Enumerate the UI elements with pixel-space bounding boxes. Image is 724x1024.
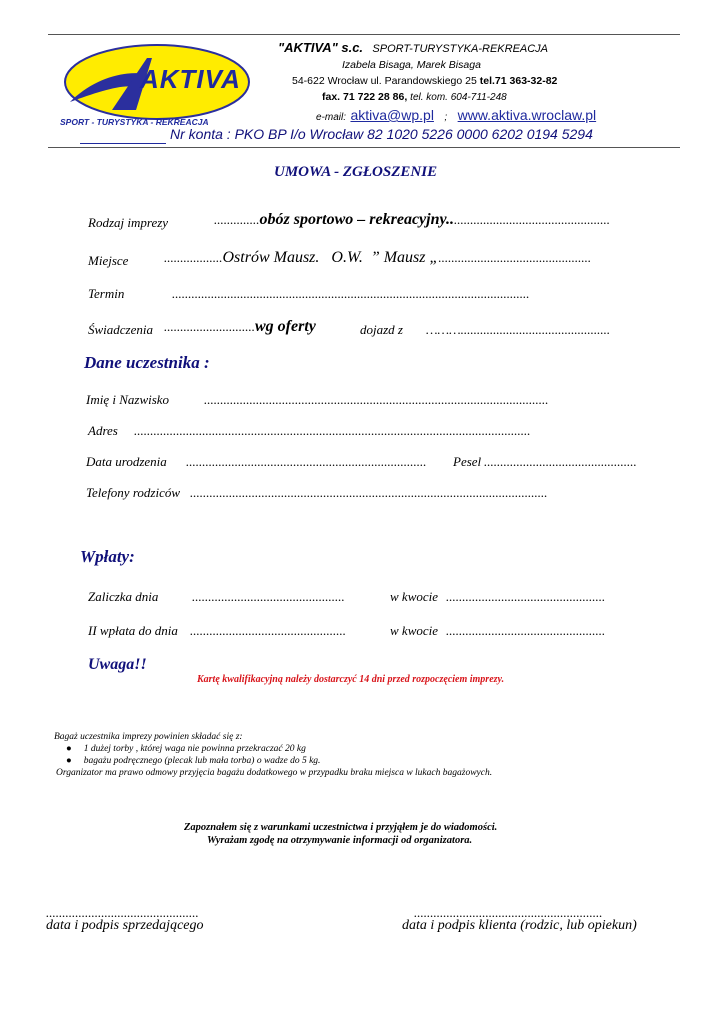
company-tagline: SPORT-TURYSTYKA-REKREACJA — [372, 43, 549, 55]
deposit-date-label: Zaliczka dnia — [88, 589, 159, 604]
place-dots-after: ............................................... — [438, 250, 592, 265]
event-type-label: Rodzaj imprezy — [88, 215, 169, 230]
address-label: Adres — [88, 423, 118, 438]
company-owners: Izabela Bisaga, Marek Bisaga — [342, 59, 481, 71]
place-field[interactable] — [164, 249, 591, 267]
event-type-dots-before: .............. — [214, 212, 260, 227]
name-label: Imię i Nazwisko — [86, 392, 170, 407]
luggage-item-text: 1 dużej torby , której waga nie powinna przekraczać 20 kg — [83, 744, 306, 754]
event-type-dots-after: ................................................ — [454, 212, 611, 227]
client-signature-label: data i podpis klienta (rodzic, lub opiekun) — [402, 918, 637, 933]
place-dots-before: .................. — [164, 250, 223, 265]
contact-separator: ; — [444, 112, 448, 123]
header-bottom-rule — [48, 147, 680, 148]
parents-phones-field[interactable]: .............................................................................................................. — [190, 485, 548, 500]
place-label: Miejsce — [88, 253, 129, 268]
travel-field[interactable]: ……….............................................. — [426, 322, 611, 337]
logo-text: AKTIVA — [140, 64, 241, 94]
payments-heading: Wpłaty: — [80, 547, 135, 566]
luggage-item — [66, 756, 320, 766]
event-type-value: obóz sportowo – rekreacyjny.. — [259, 211, 455, 228]
name-field[interactable]: .......................................................................................................... — [204, 392, 549, 407]
company-mobile: tel. kom. 604-711-248 — [410, 92, 507, 103]
address-field[interactable]: .......................................................................................................................... — [134, 423, 531, 438]
email-link[interactable]: aktiva@wp.pl — [350, 107, 434, 123]
luggage-item-text: bagażu podręcznego (plecak lub mała torba) o wadze do 5 kg. — [83, 756, 321, 766]
company-contact-line — [316, 107, 596, 125]
note-text: Kartę kwalifikacyjną należy dostarczyć 14 dni przed rozpoczęciem imprezy. — [197, 674, 505, 685]
bank-account: Nr konta : PKO BP I/o Wrocław 82 1020 5226 0000 6202 0194 5294 — [170, 126, 593, 142]
seller-signature-label: data i podpis sprzedającego — [46, 918, 204, 933]
company-name-line — [278, 40, 548, 55]
bullet-icon: ● — [66, 744, 72, 754]
benefits-dots: ............................ — [164, 319, 255, 334]
seller-signature-field[interactable]: ............................................... — [46, 905, 199, 920]
birth-date-label: Data urodzenia — [86, 454, 167, 469]
consent-line-1: Zapoznałem się z warunkami uczestnictwa i przyjąłem je do wiadomości. — [184, 822, 498, 833]
benefits-label: Świadczenia — [88, 322, 153, 337]
pesel-label: Pesel — [453, 454, 482, 469]
second-payment-label: II wpłata do dnia — [88, 623, 178, 638]
place-value: Ostrów Mausz. O.W. ” Mausz „ — [222, 249, 439, 266]
participant-heading: Dane uczestnika : — [84, 353, 210, 372]
company-address: 54-622 Wrocław ul. Parandowskiego 25 — [292, 75, 477, 87]
term-label: Termin — [88, 286, 125, 301]
company-name: "AKTIVA" s.c. — [278, 40, 364, 55]
website-link[interactable]: www.aktiva.wroclaw.pl — [457, 107, 597, 123]
second-amount-field[interactable]: ................................................. — [446, 623, 606, 638]
logo-subtext: SPORT - TURYSTYKA - REKREACJA — [60, 117, 209, 127]
page-title: UMOWA - ZGŁOSZENIE — [274, 164, 438, 180]
company-phone: tel.71 363-32-82 — [479, 75, 558, 87]
company-fax-line — [322, 91, 507, 103]
header-top-rule — [48, 34, 680, 35]
deposit-date-field[interactable]: ............................................... — [192, 589, 345, 604]
pesel-field[interactable]: ............................................... — [484, 454, 637, 469]
luggage-outro: Organizator ma prawo odmowy przyjęcia bagażu dodatkowego w przypadku braku miejsca w lukach bagażowych. — [56, 768, 493, 778]
luggage-intro: Bagaż uczestnika imprezy powinien składać się z: — [54, 732, 243, 742]
consent-line-2: Wyrażam zgodę na otrzymywanie informacji od organizatora. — [207, 835, 473, 846]
account-underline — [80, 143, 166, 144]
second-amount-label: w kwocie — [390, 623, 439, 638]
deposit-amount-field[interactable]: ................................................. — [446, 589, 606, 604]
travel-label: dojazd z — [360, 322, 403, 337]
birth-date-field[interactable]: .......................................................................... — [186, 454, 427, 469]
client-signature-field[interactable]: .......................................................... — [414, 905, 603, 920]
note-heading: Uwaga!! — [88, 656, 147, 673]
email-label: e-mail: — [316, 112, 347, 123]
company-address-line — [292, 75, 557, 87]
deposit-amount-label: w kwocie — [390, 589, 439, 604]
bullet-icon: ● — [66, 756, 72, 766]
company-fax: fax. 71 722 28 86, — [322, 91, 408, 103]
luggage-item — [66, 744, 306, 754]
event-type-field[interactable] — [214, 211, 610, 229]
term-field[interactable]: .............................................................................................................. — [172, 286, 530, 301]
benefits-value: wg oferty — [255, 318, 316, 335]
second-payment-date-field[interactable]: ................................................ — [190, 623, 346, 638]
parents-phones-label: Telefony rodziców — [86, 485, 181, 500]
benefits-field[interactable] — [164, 318, 316, 336]
